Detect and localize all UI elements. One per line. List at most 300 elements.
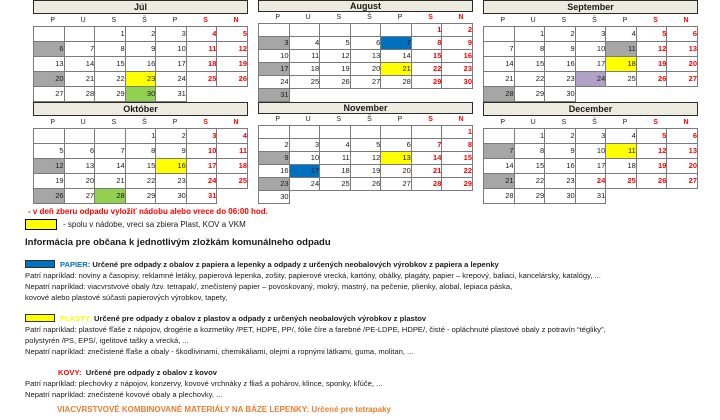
calendar-day-blank	[289, 126, 320, 139]
calendar-day-cell: 25	[606, 174, 637, 189]
day-of-week-header: S	[320, 114, 351, 126]
calendar-day-cell: 11	[606, 42, 637, 57]
calendar-day-blank	[381, 126, 412, 139]
calendar-day-cell: 27	[350, 76, 381, 89]
papier-line: Patrí napríklad: noviny a časopisy, reklamné letáky, papierová lepenka, zošity, papierové vrecká, kartóny, obálky, plagáty, papier – krepový, baliaci, kancelársky, katalógy, ...	[25, 271, 601, 280]
calendar-day-cell: 6	[34, 42, 65, 57]
calendar-day-cell: 24	[575, 174, 606, 189]
day-of-week-header: P	[259, 12, 290, 24]
month-title: Október	[34, 103, 248, 116]
calendar-day-cell: 10	[259, 50, 290, 63]
calendar-day-cell: 10	[575, 42, 606, 57]
calendar-day-blank	[259, 24, 290, 37]
calendar-day-cell: 19	[636, 57, 667, 72]
calendar-day-cell: 26	[217, 72, 248, 87]
day-of-week-header: S	[545, 115, 576, 129]
calendar-empty-cell	[381, 191, 412, 204]
calendar-day-blank	[350, 126, 381, 139]
calendar-day-cell: 8	[514, 42, 545, 57]
calendar-day-cell: 31	[156, 87, 187, 102]
calendar-empty-cell	[289, 89, 320, 102]
calendar-day-cell: 17	[575, 159, 606, 174]
calendar-day-cell: 17	[186, 159, 217, 174]
calendar-day-cell: 7	[411, 139, 442, 152]
calendar-day-cell: 14	[95, 159, 126, 174]
calendar-day-cell: 22	[442, 165, 473, 178]
calendar-day-cell: 24	[186, 174, 217, 189]
calendar-day-cell: 25	[217, 174, 248, 189]
calendar-day-cell: 25	[606, 72, 637, 87]
calendar-day-blank	[64, 129, 95, 144]
plasty-label: PLASTY:	[60, 314, 92, 323]
calendar-day-cell: 18	[186, 57, 217, 72]
calendar-day-cell: 7	[381, 37, 412, 50]
info-section-papier	[25, 259, 716, 303]
calendar-day-cell: 1	[514, 27, 545, 42]
calendar-day-cell: 28	[484, 189, 515, 204]
day-of-week-header: Š	[575, 13, 606, 27]
calendar-day-cell: 13	[381, 152, 412, 165]
calendar-day-cell: 19	[636, 159, 667, 174]
calendar-day-cell: 1	[514, 129, 545, 144]
day-of-week-header: P	[34, 13, 65, 27]
day-of-week-header: P	[259, 114, 290, 126]
calendar-day-cell: 17	[259, 63, 290, 76]
calendar-empty-cell	[381, 89, 412, 102]
calendar-day-blank	[381, 24, 412, 37]
calendar-day-cell: 23	[259, 178, 290, 191]
month-title: September	[484, 1, 698, 14]
day-of-week-header: P	[156, 13, 187, 27]
calendar-day-cell: 12	[34, 159, 65, 174]
calendar-empty-cell	[217, 189, 248, 204]
calendar-day-cell: 22	[125, 174, 156, 189]
kovy-line: Patrí napríklad: plechovky z nápojov, konzervy, kovové vrchnáky z fliaš a pohárov, klince, sponky, kľúče, ...	[25, 379, 383, 388]
calendar-day-cell: 1	[125, 129, 156, 144]
calendar-day-cell: 16	[259, 165, 290, 178]
calendar-day-blank	[484, 27, 515, 42]
calendar-day-cell: 21	[484, 174, 515, 189]
calendar-day-cell: 14	[381, 50, 412, 63]
plasty-title: Určené pre odpady z obalov z plastov a odpady z určených neobalových výrobkov z plastov	[94, 314, 427, 323]
day-of-week-header: S	[186, 13, 217, 27]
calendar-day-blank	[259, 126, 290, 139]
calendar-day-cell: 15	[125, 159, 156, 174]
calendar-day-cell: 22	[411, 63, 442, 76]
calendar-day-cell: 15	[95, 57, 126, 72]
day-of-week-header: S	[636, 115, 667, 129]
calendar-day-cell: 11	[217, 144, 248, 159]
calendar-day-cell: 26	[320, 76, 351, 89]
calendar-day-cell: 2	[125, 27, 156, 42]
day-of-week-header: U	[514, 13, 545, 27]
calendar-day-cell: 6	[667, 129, 698, 144]
calendar-day-cell: 9	[156, 144, 187, 159]
calendar-day-cell: 21	[95, 174, 126, 189]
calendar-day-cell: 24	[289, 178, 320, 191]
calendar-empty-cell	[350, 191, 381, 204]
calendar-day-cell: 30	[156, 189, 187, 204]
calendar-empty-cell	[636, 87, 667, 102]
month-calendar-august	[258, 0, 473, 102]
calendar-day-cell: 9	[545, 42, 576, 57]
day-of-week-header: N	[217, 115, 248, 129]
kovy-line: Nepatrí napríklad: znečistené kovové obaly a plechovky, ...	[25, 390, 223, 399]
calendar-empty-cell	[442, 191, 473, 204]
calendar-empty-cell	[667, 189, 698, 204]
calendar-day-cell: 12	[350, 152, 381, 165]
calendar-day-cell: 22	[95, 72, 126, 87]
calendar-day-cell: 9	[545, 144, 576, 159]
calendar-day-cell: 17	[575, 57, 606, 72]
day-of-week-header: N	[667, 115, 698, 129]
calendar-day-cell: 19	[34, 174, 65, 189]
calendar-day-cell: 14	[484, 159, 515, 174]
calendar-day-cell: 16	[442, 50, 473, 63]
calendar-day-cell: 25	[186, 72, 217, 87]
calendar-day-cell: 10	[575, 144, 606, 159]
calendar-day-cell: 23	[545, 72, 576, 87]
day-of-week-header: P	[484, 115, 515, 129]
calendar-empty-cell	[667, 87, 698, 102]
kovy-title: Určené pre odpady z obalov z kovov	[85, 368, 217, 377]
kovy-label: KOVY:	[58, 368, 82, 377]
calendar-day-cell: 8	[411, 37, 442, 50]
day-of-week-header: S	[411, 12, 442, 24]
calendar-day-cell: 11	[606, 144, 637, 159]
calendar-day-cell: 3	[156, 27, 187, 42]
calendar-day-cell: 2	[156, 129, 187, 144]
calendar-day-cell: 3	[289, 139, 320, 152]
calendar-day-cell: 30	[125, 87, 156, 102]
day-of-week-header: P	[381, 12, 412, 24]
calendar-day-cell: 1	[411, 24, 442, 37]
calendar-day-cell: 11	[289, 50, 320, 63]
info-section-kovy	[25, 367, 716, 400]
calendar-day-cell: 7	[484, 42, 515, 57]
calendar-day-cell: 25	[320, 178, 351, 191]
calendar-day-cell: 2	[545, 27, 576, 42]
calendar-day-cell: 16	[156, 159, 187, 174]
plasty-line: polystyrén /PS, EPS/, igelitové tašky a vrecká, ...	[25, 336, 189, 345]
day-of-week-header: S	[95, 13, 126, 27]
calendar-day-cell: 20	[350, 63, 381, 76]
month-title: November	[259, 103, 473, 114]
calendar-day-cell: 21	[411, 165, 442, 178]
day-of-week-header: U	[289, 12, 320, 24]
day-of-week-header: P	[484, 13, 515, 27]
calendar-day-cell: 28	[411, 178, 442, 191]
calendar-day-cell: 5	[350, 139, 381, 152]
calendar-day-cell: 27	[381, 178, 412, 191]
calendar-day-cell: 27	[667, 72, 698, 87]
calendar-day-cell: 2	[442, 24, 473, 37]
calendar-empty-cell	[186, 87, 217, 102]
calendar-day-cell: 30	[442, 76, 473, 89]
calendar-day-cell: 31	[186, 189, 217, 204]
calendar-day-cell: 10	[156, 42, 187, 57]
calendar-empty-cell	[350, 89, 381, 102]
calendar-day-cell: 28	[64, 87, 95, 102]
calendar-day-cell: 14	[64, 57, 95, 72]
calendar-day-cell: 29	[125, 189, 156, 204]
plasty-color-swatch	[25, 314, 55, 322]
calendar-day-cell: 1	[95, 27, 126, 42]
calendar-empty-cell	[320, 191, 351, 204]
calendar-empty-cell	[217, 87, 248, 102]
papier-label: PAPIER:	[60, 260, 91, 269]
calendar-empty-cell	[442, 89, 473, 102]
calendar-day-cell: 21	[64, 72, 95, 87]
legend-yellow-row	[25, 219, 246, 230]
plasty-line: Nepatrí napríklad: znečistené fľaše a obaly - škodlivinami, chemikáliami, olejmi a ropnými látkami, guma, molitan, ...	[25, 347, 414, 356]
calendar-day-cell: 29	[514, 189, 545, 204]
day-of-week-header: S	[636, 13, 667, 27]
calendar-empty-cell	[411, 191, 442, 204]
calendar-day-cell: 18	[289, 63, 320, 76]
calendar-day-cell: 8	[95, 42, 126, 57]
calendar-day-cell: 5	[636, 129, 667, 144]
calendar-day-cell: 20	[667, 159, 698, 174]
day-of-week-header: S	[95, 115, 126, 129]
calendar-day-cell: 18	[606, 57, 637, 72]
calendar-day-cell: 3	[575, 129, 606, 144]
calendar-day-cell: 10	[186, 144, 217, 159]
papier-line: kovové alebo plastové súčasti papierových výrobkov, tapety,	[25, 293, 228, 302]
calendar-empty-cell	[289, 191, 320, 204]
calendar-day-cell: 30	[545, 87, 576, 102]
month-calendar-september	[483, 0, 698, 102]
calendar-day-cell: 24	[259, 76, 290, 89]
calendar-day-cell: 27	[667, 174, 698, 189]
legend-yellow-text: - spolu v nádobe, vreci sa zbiera Plast, KOV a VKM	[63, 220, 246, 229]
calendar-day-cell: 23	[156, 174, 187, 189]
calendar-day-cell: 30	[545, 189, 576, 204]
day-of-week-header: U	[289, 114, 320, 126]
calendar-day-blank	[320, 126, 351, 139]
info-section-plasty	[25, 313, 716, 357]
calendar-day-cell: 15	[514, 159, 545, 174]
calendar-day-cell: 8	[442, 139, 473, 152]
calendar-day-cell: 12	[636, 144, 667, 159]
day-of-week-header: S	[545, 13, 576, 27]
day-of-week-header: U	[514, 115, 545, 129]
calendar-day-cell: 4	[186, 27, 217, 42]
calendar-day-cell: 6	[350, 37, 381, 50]
calendar-day-cell: 29	[411, 76, 442, 89]
calendar-day-cell: 26	[636, 72, 667, 87]
calendar-empty-cell	[320, 89, 351, 102]
calendar-day-cell: 17	[156, 57, 187, 72]
calendar-day-cell: 10	[289, 152, 320, 165]
calendar-day-cell: 8	[514, 144, 545, 159]
info-footer-vkm: VIACVRSTVOVÉ KOMBINOVANÉ MATERIÁLY NA BÁZE LEPENKY: Určené pre tetrapaky	[57, 405, 391, 414]
calendar-day-cell: 16	[125, 57, 156, 72]
calendar-day-cell: 29	[442, 178, 473, 191]
calendar-empty-cell	[606, 87, 637, 102]
calendar-day-cell: 11	[186, 42, 217, 57]
calendar-day-cell: 15	[442, 152, 473, 165]
calendar-day-cell: 18	[217, 159, 248, 174]
calendar-day-cell: 13	[667, 42, 698, 57]
day-of-week-header: N	[217, 13, 248, 27]
day-of-week-header: Š	[125, 115, 156, 129]
calendar-day-cell: 9	[259, 152, 290, 165]
day-of-week-header: S	[411, 114, 442, 126]
calendar-day-blank	[289, 24, 320, 37]
calendar-day-cell: 4	[289, 37, 320, 50]
day-of-week-header: Š	[350, 114, 381, 126]
calendar-empty-cell	[606, 189, 637, 204]
calendar-day-cell: 13	[34, 57, 65, 72]
month-calendar-oktober	[33, 102, 248, 204]
kovy-title-line	[25, 367, 716, 378]
calendar-day-cell: 19	[320, 63, 351, 76]
day-of-week-header: S	[320, 12, 351, 24]
calendar-day-blank	[95, 129, 126, 144]
calendar-empty-cell	[575, 87, 606, 102]
calendar-day-cell: 9	[442, 37, 473, 50]
calendar-day-cell: 23	[545, 174, 576, 189]
calendar-day-cell: 25	[289, 76, 320, 89]
calendar-day-cell: 4	[217, 129, 248, 144]
calendar-day-cell: 14	[411, 152, 442, 165]
day-of-week-header: U	[64, 115, 95, 129]
calendar-row-bottom	[33, 102, 698, 204]
calendar-day-cell: 7	[95, 144, 126, 159]
calendar-day-blank	[64, 27, 95, 42]
calendar-day-cell: 26	[636, 174, 667, 189]
calendar-day-cell: 13	[64, 159, 95, 174]
calendar-day-cell: 28	[484, 87, 515, 102]
calendar-day-cell: 6	[381, 139, 412, 152]
day-of-week-header: N	[442, 12, 473, 24]
calendar-day-blank	[350, 24, 381, 37]
plasty-title-line	[25, 313, 716, 324]
calendar-day-cell: 28	[381, 76, 412, 89]
calendar-day-cell: 29	[514, 87, 545, 102]
day-of-week-header: N	[442, 114, 473, 126]
calendar-day-blank	[411, 126, 442, 139]
calendar-day-cell: 16	[545, 159, 576, 174]
papier-title-line	[25, 259, 716, 270]
calendar-day-cell: 24	[575, 72, 606, 87]
calendar-day-cell: 3	[259, 37, 290, 50]
calendar-day-cell: 5	[636, 27, 667, 42]
month-title: August	[259, 1, 473, 12]
calendar-day-cell: 20	[667, 57, 698, 72]
month-title: Júl	[34, 1, 248, 14]
calendar-day-cell: 19	[350, 165, 381, 178]
calendar-empty-cell	[411, 89, 442, 102]
calendar-day-cell: 30	[259, 191, 290, 204]
papier-title: Určené pre odpady z obalov z papiera a lepenky a odpady z určených neobalových výrobkov z papiera a lepenky	[92, 260, 499, 269]
month-calendar-jul	[33, 0, 248, 102]
day-of-week-header: P	[606, 115, 637, 129]
calendar-day-cell: 18	[320, 165, 351, 178]
calendar-day-cell: 3	[186, 129, 217, 144]
calendar-day-cell: 12	[320, 50, 351, 63]
day-of-week-header: Š	[350, 12, 381, 24]
calendar-day-cell: 29	[95, 87, 126, 102]
day-of-week-header: P	[156, 115, 187, 129]
calendar-day-cell: 20	[64, 174, 95, 189]
calendar-day-cell: 5	[34, 144, 65, 159]
calendar-day-blank	[320, 24, 351, 37]
calendar-day-cell: 13	[667, 144, 698, 159]
day-of-week-header: S	[186, 115, 217, 129]
calendar-day-cell: 23	[442, 63, 473, 76]
calendar-day-cell: 12	[636, 42, 667, 57]
papier-line: Nepatrí napríklad: viacvrstvové obaly /tzv. tetrapak/, znečistený papier – povoskovaný, mokrý, mastný, na pečenie, plienky, alobal, lepiaca páska,	[25, 282, 513, 291]
calendar-day-blank	[484, 129, 515, 144]
calendar-day-cell: 22	[514, 72, 545, 87]
calendar-day-cell: 2	[259, 139, 290, 152]
calendar-day-cell: 6	[667, 27, 698, 42]
calendar-day-cell: 3	[575, 27, 606, 42]
papier-color-swatch	[25, 260, 55, 268]
day-of-week-header: P	[606, 13, 637, 27]
calendar-day-cell: 15	[514, 57, 545, 72]
month-title: December	[484, 103, 698, 116]
calendar-day-cell: 28	[95, 189, 126, 204]
calendar-day-cell: 8	[125, 144, 156, 159]
calendar-day-cell: 1	[442, 126, 473, 139]
calendar-day-cell: 17	[289, 165, 320, 178]
calendar-day-cell: 13	[350, 50, 381, 63]
day-of-week-header: P	[34, 115, 65, 129]
day-of-week-header: Š	[575, 115, 606, 129]
calendar-day-blank	[34, 129, 65, 144]
calendar-empty-cell	[636, 189, 667, 204]
calendar-day-cell: 31	[575, 189, 606, 204]
calendar-day-cell: 7	[64, 42, 95, 57]
calendar-day-cell: 27	[64, 189, 95, 204]
calendar-day-cell: 21	[484, 72, 515, 87]
calendar-day-cell: 4	[606, 27, 637, 42]
day-of-week-header: U	[64, 13, 95, 27]
info-heading: Informácia pre občana k jednotlivým zložkám komunálneho odpadu	[25, 237, 331, 248]
legend-yellow-swatch	[25, 219, 57, 230]
legend-collection-time-note: - v deň zberu odpadu vyložiť nádobu alebo vrece do 06:00 hod.	[28, 207, 268, 216]
calendar-day-cell: 14	[484, 57, 515, 72]
calendar-day-cell: 22	[514, 174, 545, 189]
calendar-day-cell: 24	[156, 72, 187, 87]
calendar-day-cell: 11	[320, 152, 351, 165]
plasty-line: Patrí napríklad: plastové fľaše z nápojov, drogérie a kozmetiky /PET, HDPE, PP/, fólie číre a farebné /PE-LDPE, HDPE/, čisté - opláchnuté plastové obaly z potravín “tégliky”,	[25, 325, 606, 334]
calendar-day-cell: 21	[381, 63, 412, 76]
calendar-day-cell: 5	[320, 37, 351, 50]
day-of-week-header: N	[667, 13, 698, 27]
month-calendar-december	[483, 102, 698, 204]
calendar-row-top	[33, 0, 698, 102]
calendar-day-cell: 2	[545, 129, 576, 144]
calendar-day-cell: 19	[217, 57, 248, 72]
calendar-day-cell: 6	[64, 144, 95, 159]
day-of-week-header: Š	[125, 13, 156, 27]
calendar-day-cell: 20	[34, 72, 65, 87]
calendar-day-cell: 4	[606, 129, 637, 144]
calendar-day-cell: 7	[484, 144, 515, 159]
calendar-day-cell: 23	[125, 72, 156, 87]
calendar-day-cell: 5	[217, 27, 248, 42]
calendar-day-cell: 16	[545, 57, 576, 72]
month-calendar-november	[258, 102, 473, 204]
calendar-day-cell: 4	[320, 139, 351, 152]
calendar-day-cell: 18	[606, 159, 637, 174]
calendar-day-cell: 15	[411, 50, 442, 63]
calendar-day-blank	[34, 27, 65, 42]
